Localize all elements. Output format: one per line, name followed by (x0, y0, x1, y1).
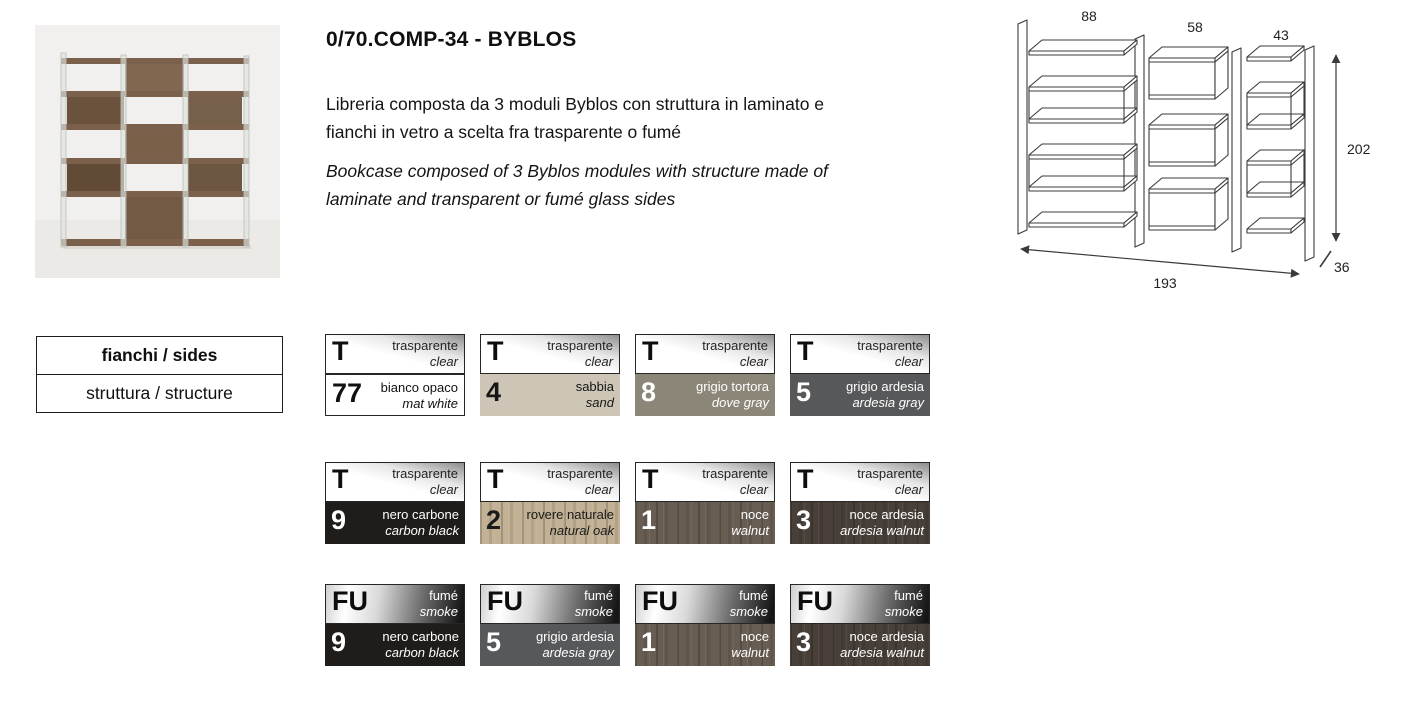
side-code: T (642, 464, 659, 494)
finish-name-it: sabbia (575, 379, 614, 394)
side-name-it: trasparente (702, 338, 768, 353)
finish-name-it: noce ardesia (849, 507, 924, 522)
swatch-T-9 (325, 462, 465, 544)
side-code: T (797, 464, 814, 494)
finish-code: 9 (331, 505, 347, 535)
finish-name-it: nero carbone (382, 629, 459, 644)
side-type-header (325, 462, 465, 502)
finish-color-chip (325, 374, 465, 416)
finish-color-chip (480, 374, 620, 416)
depth-dimension-tick (1320, 251, 1331, 267)
side-name-en: clear (584, 353, 613, 369)
finish-name-it: noce (740, 629, 769, 644)
finish-code: 1 (641, 505, 657, 535)
side-code: T (487, 336, 504, 366)
side-type-header (480, 462, 620, 502)
side-name-en: smoke (884, 603, 923, 619)
finish-name-en: sand (585, 394, 614, 410)
side-code: FU (797, 586, 833, 616)
finish-code: 4 (486, 377, 502, 407)
finish-swatch-grid (325, 334, 945, 674)
side-name-it: trasparente (857, 338, 923, 353)
finish-name-it: nero carbone (382, 507, 459, 522)
side-code: FU (487, 586, 523, 616)
legend-box (36, 336, 283, 413)
finish-name-en: mat white (402, 395, 458, 411)
finish-code: 2 (486, 505, 502, 535)
side-code: T (332, 336, 349, 366)
finish-name-it: noce (740, 507, 769, 522)
finish-name-en: dove gray (711, 394, 769, 410)
side-name-en: clear (429, 481, 458, 497)
side-type-header (325, 334, 465, 374)
swatch-row-2 (325, 462, 930, 544)
side-type-header (790, 462, 930, 502)
side-name-en: clear (739, 481, 768, 497)
finish-code: 5 (796, 377, 812, 407)
side-type-header (480, 584, 620, 624)
finish-name-en: ardesia gray (852, 394, 924, 410)
side-type-header (790, 334, 930, 374)
swatch-T-5 (790, 334, 930, 416)
side-type-header (635, 584, 775, 624)
description-english: Bookcase composed of 3 Byblos modules with structure made of laminate and transparent or fumé glass sides (326, 161, 828, 209)
side-code: FU (332, 586, 368, 616)
legend-structure-label: struttura / structure (86, 383, 233, 403)
swatch-row-1 (325, 334, 930, 416)
side-name-it: trasparente (547, 338, 613, 353)
finish-color-chip (635, 624, 775, 666)
finish-code: 3 (796, 627, 812, 657)
side-code: T (797, 336, 814, 366)
finish-name-en: ardesia walnut (840, 522, 924, 538)
side-name-it: trasparente (392, 466, 458, 481)
side-name-it: trasparente (702, 466, 768, 481)
finish-name-it: grigio ardesia (845, 379, 924, 394)
finish-name-en: carbon black (385, 644, 459, 660)
finish-color-chip (325, 502, 465, 544)
side-name-it: fumé (739, 588, 768, 603)
swatch-T-77 (325, 334, 465, 416)
finish-name-en: natural oak (549, 522, 614, 538)
dimension-module-2: 58 (1187, 19, 1203, 35)
finish-color-chip (790, 374, 930, 416)
finish-color-chip (790, 624, 930, 666)
side-name-en: clear (584, 481, 613, 497)
swatch-T-8 (635, 334, 775, 416)
side-name-it: trasparente (392, 338, 458, 353)
side-name-en: clear (739, 353, 768, 369)
finish-name-en: walnut (731, 522, 769, 538)
finish-code: 77 (332, 378, 363, 408)
product-photo (35, 25, 280, 278)
side-name-en: smoke (729, 603, 768, 619)
side-type-header (635, 462, 775, 502)
swatch-FU-1 (635, 584, 775, 666)
finish-color-chip (480, 624, 620, 666)
side-type-header (790, 584, 930, 624)
finish-color-chip (325, 624, 465, 666)
side-type-header (635, 334, 775, 374)
finish-color-chip (480, 502, 620, 544)
swatch-FU-3 (790, 584, 930, 666)
finish-name-it: rovere naturale (526, 507, 614, 522)
side-type-header (325, 584, 465, 624)
finish-code: 9 (331, 627, 347, 657)
finish-name-it: bianco opaco (380, 380, 458, 395)
page-title: 0/70.COMP-34 - BYBLOS (326, 28, 577, 51)
side-name-en: clear (429, 353, 458, 369)
side-code: FU (642, 586, 678, 616)
finish-code: 3 (796, 505, 812, 535)
side-name-it: fumé (429, 588, 458, 603)
swatch-T-2 (480, 462, 620, 544)
finish-name-en: ardesia walnut (840, 644, 924, 660)
side-code: T (487, 464, 504, 494)
finish-color-chip (635, 374, 775, 416)
dimension-module-1: 88 (1081, 8, 1097, 24)
description-italian: Libreria composta da 3 moduli Byblos con struttura in laminato e fianchi in vetro a scelta fra trasparente o fumé (326, 94, 825, 142)
finish-code: 1 (641, 627, 657, 657)
swatch-T-3 (790, 462, 930, 544)
swatch-FU-5 (480, 584, 620, 666)
finish-name-en: ardesia gray (542, 644, 614, 660)
side-name-en: smoke (419, 603, 458, 619)
swatch-T-1 (635, 462, 775, 544)
finish-code: 8 (641, 377, 657, 407)
finish-name-en: walnut (731, 644, 769, 660)
dimension-total-width: 193 (1153, 275, 1177, 291)
side-type-header (480, 334, 620, 374)
width-dimension-line (1021, 249, 1299, 274)
side-code: T (332, 464, 349, 494)
dimension-depth: 36 (1334, 259, 1350, 275)
side-name-en: clear (894, 353, 923, 369)
finish-name-it: noce ardesia (849, 629, 924, 644)
finish-code: 5 (486, 627, 502, 657)
legend-sides-label: fianchi / sides (37, 337, 282, 375)
swatch-T-4 (480, 334, 620, 416)
side-name-it: fumé (894, 588, 923, 603)
side-name-it: trasparente (547, 466, 613, 481)
side-code: T (642, 336, 659, 366)
side-name-it: trasparente (857, 466, 923, 481)
technical-drawing (993, 3, 1415, 293)
swatch-row-3 (325, 584, 930, 666)
swatch-FU-9 (325, 584, 465, 666)
finish-name-en: carbon black (385, 522, 459, 538)
finish-name-it: grigio ardesia (535, 629, 614, 644)
dimension-height: 202 (1347, 141, 1371, 157)
side-name-it: fumé (584, 588, 613, 603)
side-name-en: clear (894, 481, 923, 497)
finish-color-chip (635, 502, 775, 544)
finish-name-it: grigio tortora (696, 379, 769, 394)
finish-color-chip (790, 502, 930, 544)
dimension-module-3: 43 (1273, 27, 1289, 43)
side-name-en: smoke (574, 603, 613, 619)
